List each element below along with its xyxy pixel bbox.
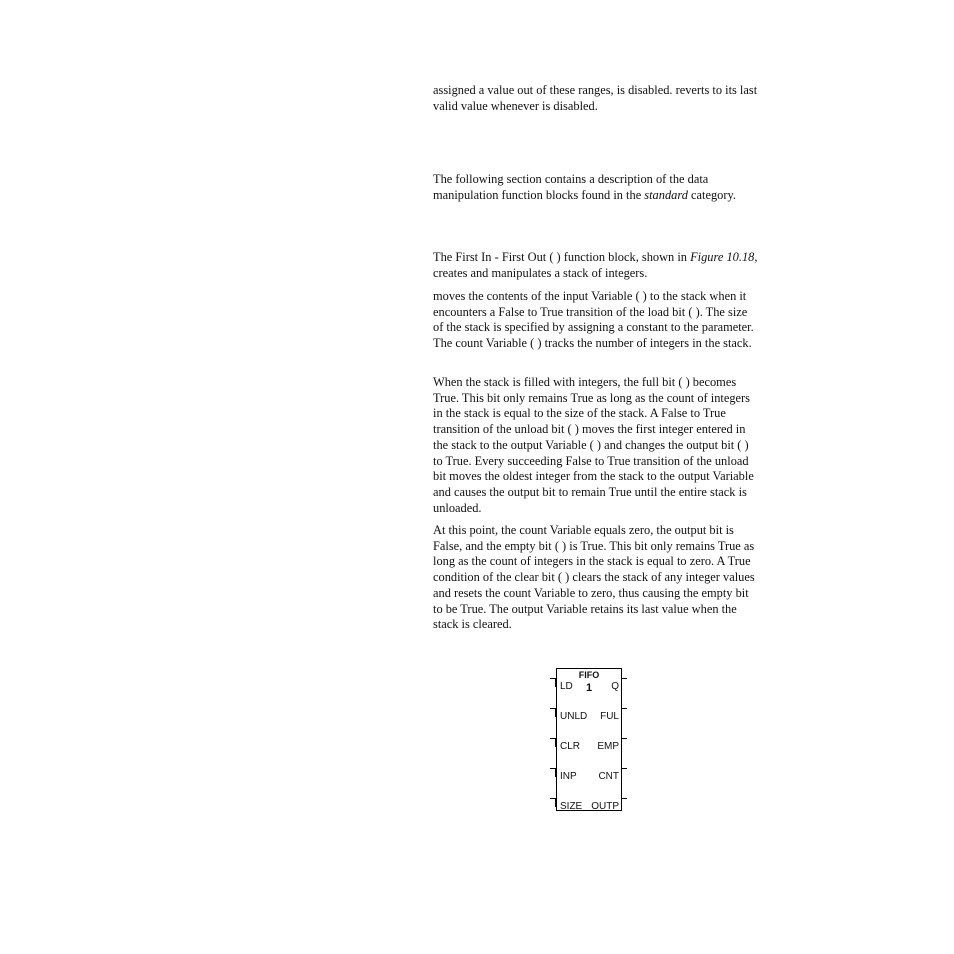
intro-text-end: category. bbox=[687, 187, 736, 202]
pin-line-size bbox=[550, 798, 556, 807]
paragraph-fifo-load: moves the contents of the input Variable ( ) to the stack when it encounters a False to True transition of the load bit ( ). The size of the stack is specified by assigning a constant to the parameter. The count Variable ( ) tracks the number of integers in the stack. bbox=[433, 289, 754, 351]
block-instance-number: 1 bbox=[585, 682, 593, 694]
fifo-intro-text-end: , creates and manipulates a stack of integers. bbox=[433, 250, 758, 280]
paragraph-section-intro bbox=[433, 172, 759, 203]
pin-line-q bbox=[621, 678, 627, 687]
pin-line-clr bbox=[550, 738, 556, 747]
pin-line-unld bbox=[550, 708, 556, 717]
pin-line-cnt bbox=[621, 768, 627, 777]
paragraph-fifo-full: When the stack is filled with integers, the full bit ( ) becomes True. This bit only remains True as long as the count of integers in the stack is equal to the size of the stack. A False to True transition of the unload bit ( ) moves the first integer entered in the stack to the output Variable ( ) and changes the output bit ( ) to True. Every succeeding False to True transition of the unload bit moves the oldest integer from the stack to the output Variable and causes the output bit to remain True until the entire stack is unloaded. bbox=[433, 375, 754, 515]
pin-cnt: CNT bbox=[598, 771, 619, 782]
pin-clr: CLR bbox=[560, 741, 581, 752]
paragraph-fifo-intro bbox=[433, 250, 759, 281]
pin-line-inp bbox=[550, 768, 556, 777]
pin-ld: LD bbox=[560, 681, 573, 692]
pin-line-ld bbox=[550, 678, 556, 687]
pin-size: SIZE bbox=[560, 801, 583, 812]
pin-unld: UNLD bbox=[560, 711, 588, 722]
pin-ful: FUL bbox=[600, 711, 619, 722]
block-title: FIFO bbox=[578, 670, 600, 680]
figure-reference: Figure 10.18 bbox=[690, 250, 755, 264]
pin-line-outp bbox=[621, 798, 627, 807]
pin-outp: OUTP bbox=[591, 801, 619, 812]
fifo-intro-text: The First In - First Out ( ) function block, shown in bbox=[433, 250, 691, 264]
pin-line-emp bbox=[621, 738, 627, 747]
pin-inp: INP bbox=[560, 771, 577, 782]
pin-q: Q bbox=[611, 681, 619, 692]
paragraph-range-note: assigned a value out of these ranges, is disabled. reverts to its last valid value whenever is disabled. bbox=[433, 83, 758, 113]
paragraph-fifo-empty: At this point, the count Variable equals zero, the output bit is False, and the empty bit ( ) is True. This bit only remains True as long as the count of integers in the stack is equal to zero. A True condition of the clear bit ( ) clears the stack of any integer values and resets the count Variable to zero, thus causing the empty bit to be True. The output Variable retains its last value when the stack is cleared. bbox=[433, 523, 755, 632]
fifo-function-block bbox=[556, 668, 622, 811]
intro-text: The following section contains a description of the data manipulation function blocks found in the bbox=[433, 172, 709, 202]
intro-emphasis: standard bbox=[644, 187, 688, 202]
pin-line-ful bbox=[621, 708, 627, 717]
pin-emp: EMP bbox=[597, 741, 619, 752]
